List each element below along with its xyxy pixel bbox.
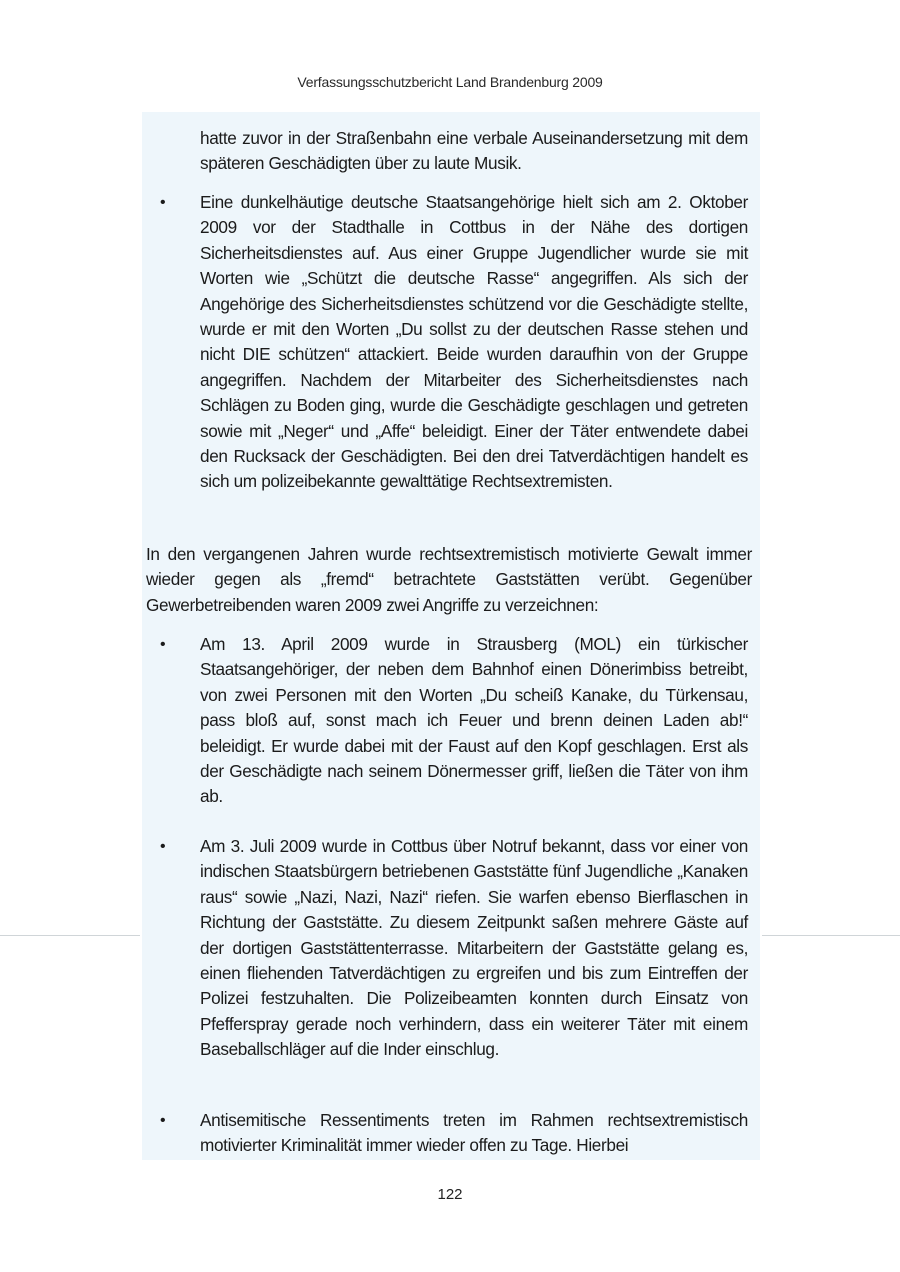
- paragraph-cottbus-stadthalle: Eine dunkelhäutige deutsche Staatsangehörige hielt sich am 2. Oktober 2009 vor der Stadthalle in Cottbus in der Nähe des dortigen Sicherheitsdienstes auf. Aus einer Gruppe Jugendlicher wurde sie mit Worten wie „Schützt die deutsche Rasse“ angegriffen. Als sich der Angehörige des Sicherheitsdienstes schützend vor die Geschädigte stellte, wurde er mit den Worten „Du sollst zu der deutschen Rasse stehen und nicht DIE schützen“ attackiert. Beide wurden daraufhin von der Gruppe angegriffen. Nachdem der Mitarbeiter des Sicherheitsdienstes nach Schlägen zu Boden ging, wurde die Geschädigte geschlagen und getreten sowie mit „Neger“ und „Affe“ beleidigt. Einer der Täter entwendete dabei den Rucksack der Geschädigten. Bei den drei Tatverdächtigen handelt es sich um polizeibekannte gewalttätige Rechtsextremisten.: [200, 192, 748, 492]
- page-header: Verfassungsschutzbericht Land Brandenburg 2009: [297, 74, 603, 90]
- paragraph-strausberg: Am 13. April 2009 wurde in Strausberg (MOL) ein türkischer Staatsangehöriger, der neben dem Bahnhof einen Dönerimbiss betreibt, von zwei Personen mit den Worten „Du scheiß Kanake, du Türkensau, pass bloß auf, sonst mach ich Feuer und brenn deinen Laden ab!“ beleidigt. Er wurde dabei mit der Faust auf den Kopf geschlagen. Erst als der Geschädigte nach seinem Dönermesser griff, ließen die Täter von ihm ab.: [200, 634, 748, 807]
- page-number: 122: [437, 1186, 463, 1203]
- divider-line-left: [0, 935, 140, 936]
- paragraph-cottbus-juli: Am 3. Juli 2009 wurde in Cottbus über Notruf bekannt, dass vor einer von indischen Staatsbürgern betriebenen Gaststätte fünf Jugendliche „Kanaken raus“ sowie „Nazi, Nazi, Nazi“ riefen. Sie warfen ebenso Bierflaschen in Richtung der Gaststätte. Zu diesem Zeitpunkt saßen mehrere Gäste auf der dortigen Gaststättenterrasse. Mitarbeitern der Gaststätte gelang es, einen fliehenden Tatverdächtigen zu ergreifen und bis zum Eintreffen der Polizei festzuhalten. Die Polizeibeamten konnten durch Einsatz von Pfefferspray gerade noch verhindern, dass ein weiterer Täter mit einem Baseballschläger auf die Inder einschlug.: [200, 836, 748, 1060]
- bullet-marker: •: [160, 636, 166, 653]
- paragraph-continuation: hatte zuvor in der Straßenbahn eine verbale Auseinandersetzung mit dem späteren Geschädigten über zu laute Musik.: [200, 128, 748, 174]
- bullet-marker: •: [160, 194, 166, 211]
- bullet-marker: •: [160, 838, 166, 855]
- bullet-marker: •: [160, 1112, 166, 1129]
- paragraph-antisemitismus: Antisemitische Ressentiments treten im Rahmen rechtsextremistisch motivierter Kriminalität immer wieder offen zu Tage. Hierbei: [200, 1110, 748, 1156]
- divider-line-right: [762, 935, 900, 936]
- paragraph-intro-gaststaetten: In den vergangenen Jahren wurde rechtsextremistisch motivierte Gewalt immer wieder gegen als „fremd“ betrachtete Gaststätten verübt. Gegenüber Gewerbetreibenden waren 2009 zwei Angriffe zu verzeichnen:: [146, 544, 752, 615]
